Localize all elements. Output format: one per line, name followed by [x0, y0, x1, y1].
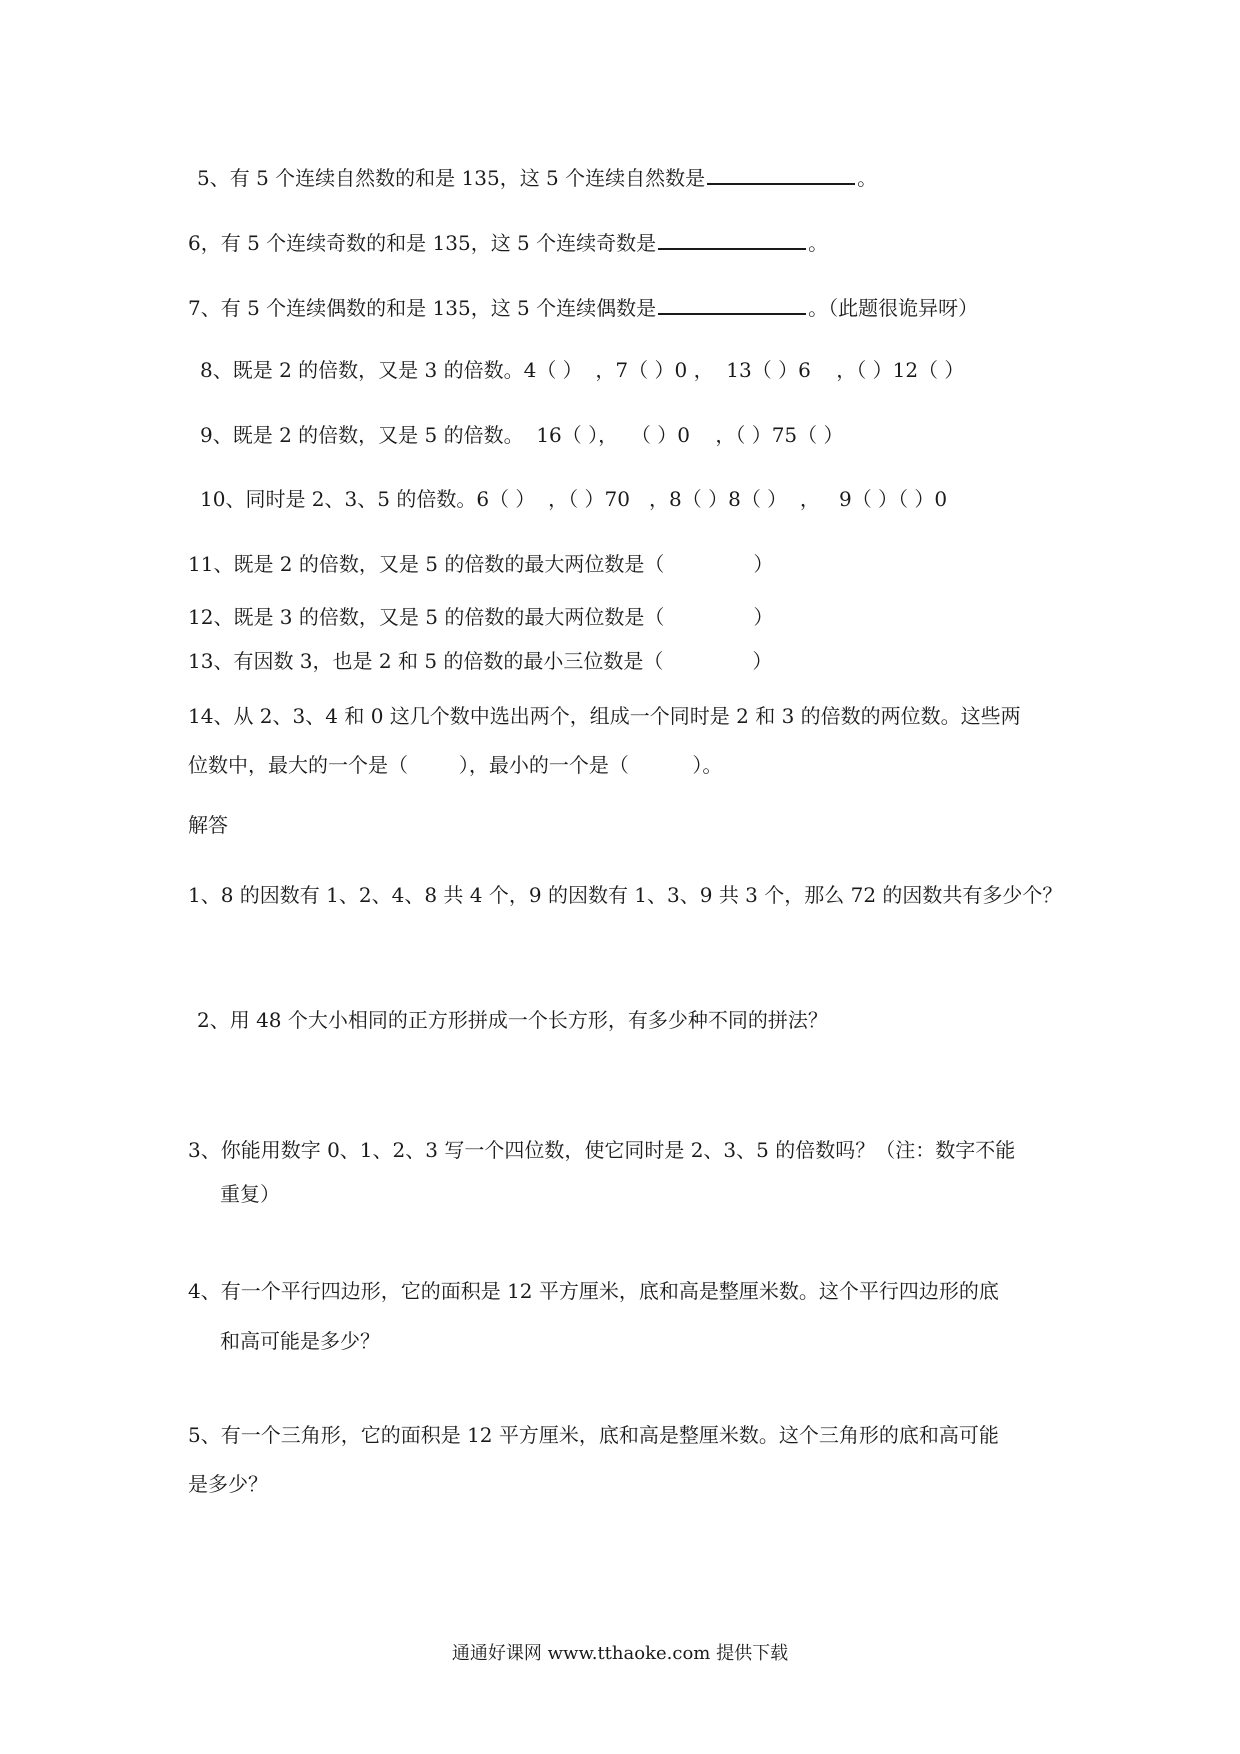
answer-blank — [658, 293, 806, 315]
problem-3-line-1: 3、你能用数字 0、1、2、3 写一个四位数，使它同时是 2、3、5 的倍数吗？（注：数字不能 — [188, 1138, 1016, 1162]
problem-5-line-1: 5、有一个三角形，它的面积是 12 平方厘米，底和高是整厘米数。这个三角形的底和高可能 — [188, 1423, 999, 1447]
question-13: 13、有因数 3，也是 2 和 5 的倍数的最小三位数是（ ） — [188, 649, 773, 673]
answer-heading: 解答 — [188, 813, 228, 837]
question-5: 5、有 5 个连续自然数的和是 135，这 5 个连续自然数是 。 — [197, 163, 877, 191]
question-9: 9、既是 2 的倍数，又是 5 的倍数。 16（ ）， （ ）0 ，（ ）75（ ） — [200, 423, 844, 447]
problem-5-line-2: 是多少？ — [188, 1472, 268, 1496]
problem-4-line-2: 和高可能是多少？ — [220, 1329, 380, 1353]
question-11: 11、既是 2 的倍数，又是 5 的倍数的最大两位数是（ ） — [188, 552, 774, 576]
problem-4-line-1: 4、有一个平行四边形，它的面积是 12 平方厘米，底和高是整厘米数。这个平行四边形的底 — [188, 1279, 999, 1303]
question-7: 7、有 5 个连续偶数的和是 135，这 5 个连续偶数是 。（此题很诡异呀） — [188, 293, 978, 321]
question-6: 6，有 5 个连续奇数的和是 135，这 5 个连续奇数是 。 — [188, 228, 828, 256]
question-8: 8、既是 2 的倍数，又是 3 的倍数。4（ ） ，7（ ）0 ， 13（ ）6 ，（ ）12（ ） — [200, 358, 965, 382]
answer-blank — [658, 228, 806, 250]
answer-blank — [707, 163, 855, 185]
problem-1: 1、8 的因数有 1、2、4、8 共 4 个，9 的因数有 1、3、9 共 3 个，那么 72 的因数共有多少个？ — [188, 883, 1063, 907]
question-5-text: 5、有 5 个连续自然数的和是 135，这 5 个连续自然数是 — [197, 166, 706, 190]
problem-3-line-2: 重复） — [220, 1182, 280, 1206]
question-6-text: 6，有 5 个连续奇数的和是 135，这 5 个连续奇数是 — [188, 231, 657, 255]
question-14-line-2: 位数中，最大的一个是（ ），最小的一个是（ ）。 — [188, 753, 723, 777]
footer-credit: 通通好课网 www.tthaoke.com 提供下载 — [451, 1643, 789, 1664]
question-12: 12、既是 3 的倍数，又是 5 的倍数的最大两位数是（ ） — [188, 605, 774, 629]
question-10: 10、同时是 2、3、5 的倍数。6（ ） ，（ ）70 ，8（ ）8（ ） ， 9（ ）（ ）0 — [200, 487, 948, 511]
problem-2: 2、用 48 个大小相同的正方形拼成一个长方形，有多少种不同的拼法？ — [197, 1008, 828, 1032]
question-7-text: 7、有 5 个连续偶数的和是 135，这 5 个连续偶数是 — [188, 296, 657, 320]
question-14-line-1: 14、从 2、3、4 和 0 这几个数中选出两个，组成一个同时是 2 和 3 的倍数的两位数。这些两 — [188, 704, 1021, 728]
